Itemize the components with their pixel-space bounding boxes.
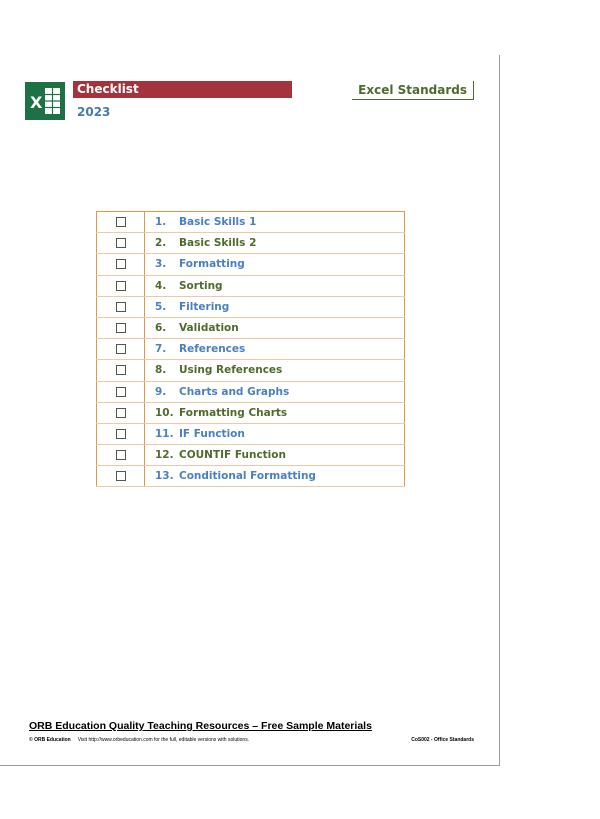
- checklist-item-number: 5.: [155, 300, 167, 313]
- checklist-row: [97, 445, 405, 466]
- excel-logo-icon: [25, 82, 65, 120]
- checklist-item-number: 8.: [155, 364, 167, 377]
- checkbox-cell: [97, 381, 145, 402]
- checklist-item-number: 2.: [155, 237, 167, 250]
- checklist-item-number: 7.: [155, 343, 167, 356]
- checkbox[interactable]: [116, 238, 126, 248]
- checkbox[interactable]: [116, 302, 126, 312]
- checklist-item-label: Filtering: [179, 300, 230, 313]
- document-page: [0, 55, 500, 766]
- checklist-item: [145, 402, 405, 423]
- checklist-row: [97, 296, 405, 317]
- checklist-item: [145, 466, 405, 487]
- checklist-item-label: COUNTIF Function: [179, 449, 286, 462]
- checklist-row: [97, 466, 405, 487]
- checklist-item-label: Formatting: [179, 258, 245, 271]
- checkbox-cell: [97, 233, 145, 254]
- checklist-item-number: 3.: [155, 258, 167, 271]
- checklist-row: [97, 275, 405, 296]
- footer-copyright: © ORB Education: [29, 737, 71, 743]
- footer-info: [29, 737, 474, 743]
- checkbox[interactable]: [116, 344, 126, 354]
- checklist-row: [97, 254, 405, 275]
- checklist-row: [97, 423, 405, 444]
- checklist-item: [145, 275, 405, 296]
- checkbox[interactable]: [116, 429, 126, 439]
- footer-visit-text: Visit http://www.orbeducation.com for the full, editable versions with solutions.: [77, 737, 250, 743]
- checklist-item-label: Basic Skills 1: [179, 216, 257, 229]
- checklist-item-number: 4.: [155, 279, 167, 292]
- checklist-item-label: Conditional Formatting: [179, 470, 316, 483]
- checkbox-cell: [97, 402, 145, 423]
- checklist-item-label: Sorting: [179, 279, 223, 292]
- checkbox[interactable]: [116, 259, 126, 269]
- checkbox-cell: [97, 360, 145, 381]
- checkbox-cell: [97, 212, 145, 233]
- checkbox-cell: [97, 296, 145, 317]
- checklist-item-label: IF Function: [179, 427, 245, 440]
- checkbox[interactable]: [116, 365, 126, 375]
- checkbox-cell: [97, 423, 145, 444]
- checklist-item: [145, 445, 405, 466]
- checkbox[interactable]: [116, 387, 126, 397]
- checklist-item: [145, 381, 405, 402]
- checkbox[interactable]: [116, 217, 126, 227]
- checklist-item-number: 10.: [155, 406, 174, 419]
- checklist-item: [145, 317, 405, 338]
- checklist-item-number: 6.: [155, 322, 167, 335]
- footer-title: ORB Education Quality Teaching Resources – Free Sample Materials: [29, 720, 372, 732]
- checkbox-cell: [97, 254, 145, 275]
- checklist-item-number: 11.: [155, 427, 174, 440]
- checklist-item: [145, 423, 405, 444]
- checkbox-cell: [97, 466, 145, 487]
- checklist-item: [145, 296, 405, 317]
- checklist-item-number: 9.: [155, 385, 167, 398]
- checklist-item: [145, 360, 405, 381]
- excel-logo-letter: X: [30, 93, 43, 112]
- subject-title: Excel Standards: [352, 81, 474, 100]
- year-label: 2023: [77, 105, 111, 119]
- checklist-item: [145, 233, 405, 254]
- checklist-item-label: Formatting Charts: [179, 406, 288, 419]
- checkbox[interactable]: [116, 323, 126, 333]
- checklist-row: [97, 402, 405, 423]
- checklist-row: [97, 317, 405, 338]
- checkbox-cell: [97, 339, 145, 360]
- checklist-item-label: References: [179, 343, 246, 356]
- checklist-item-label: Basic Skills 2: [179, 237, 257, 250]
- checklist-item-number: 13.: [155, 470, 174, 483]
- checklist-item-number: 12.: [155, 449, 174, 462]
- checklist-item-label: Using References: [179, 364, 283, 377]
- checklist-table: [96, 211, 405, 487]
- checklist-row: [97, 233, 405, 254]
- checkbox[interactable]: [116, 471, 126, 481]
- footer-code: CoS002 - Office Standards: [411, 737, 474, 743]
- checklist-row: [97, 360, 405, 381]
- checklist-item: [145, 212, 405, 233]
- checklist-item-number: 1.: [155, 216, 167, 229]
- checkbox-cell: [97, 317, 145, 338]
- checkbox[interactable]: [116, 408, 126, 418]
- checklist-row: [97, 212, 405, 233]
- checklist-item: [145, 339, 405, 360]
- checklist-row: [97, 339, 405, 360]
- checkbox-cell: [97, 445, 145, 466]
- checklist-row: [97, 381, 405, 402]
- banner-title: Checklist: [73, 81, 292, 98]
- checkbox[interactable]: [116, 281, 126, 291]
- checklist-item-label: Validation: [179, 322, 239, 335]
- checklist-item-label: Charts and Graphs: [179, 385, 290, 398]
- checkbox[interactable]: [116, 450, 126, 460]
- checklist-item: [145, 254, 405, 275]
- checkbox-cell: [97, 275, 145, 296]
